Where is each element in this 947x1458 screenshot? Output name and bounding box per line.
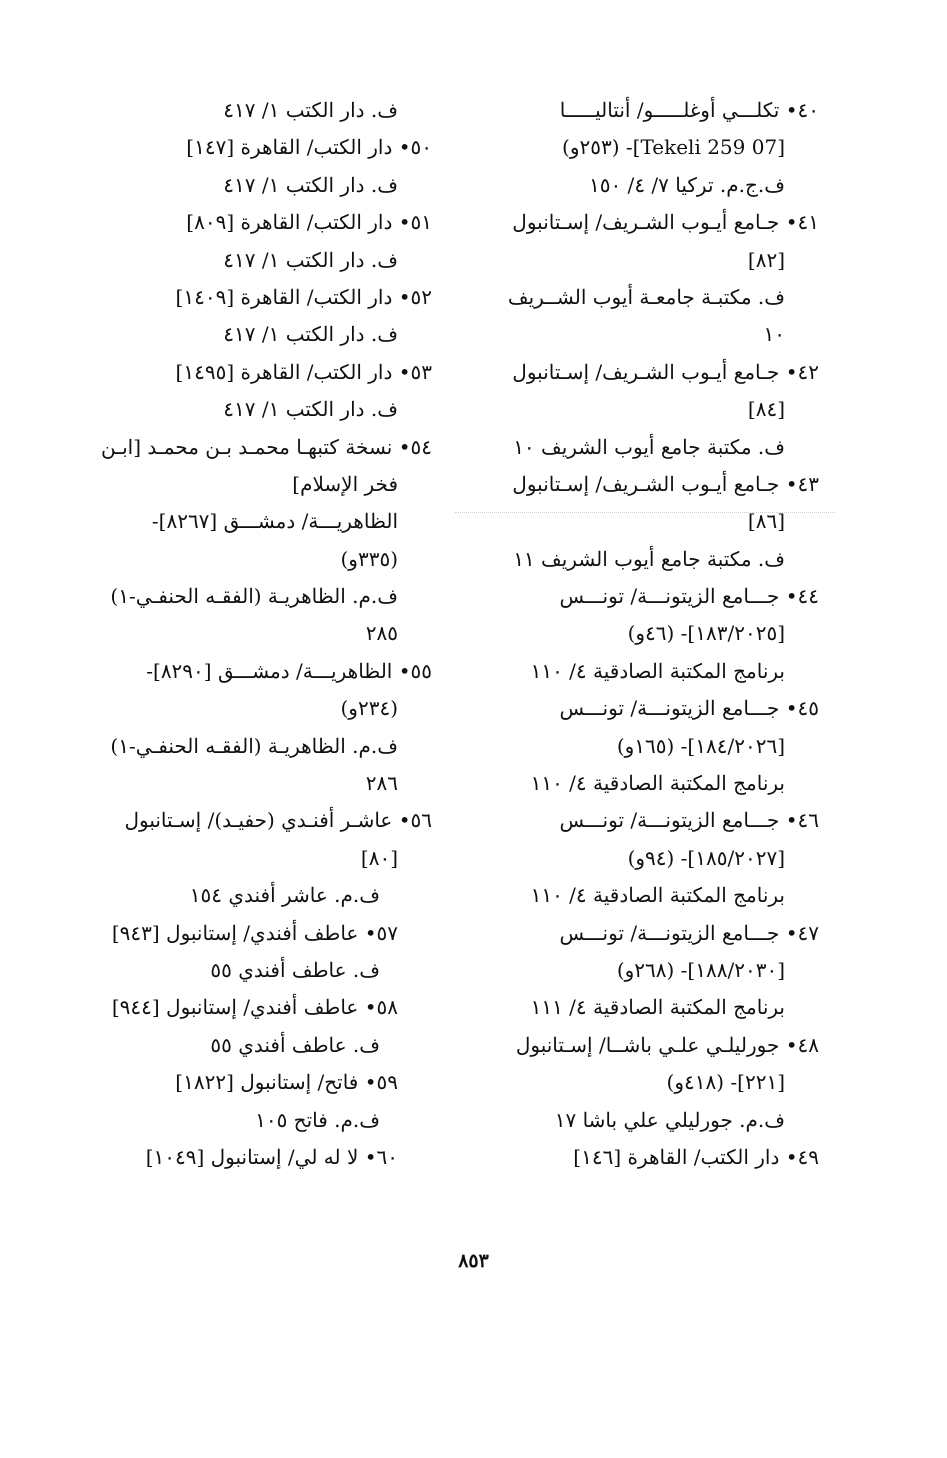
- left-line-25: ٥٨• عاطف أفندي/ إستانبول [٩٤٤]: [111, 995, 398, 1020]
- right-line-22: برنامج المكتبة الصادقية ٤/ ١١٠: [530, 883, 785, 908]
- right-line-10: ف. مكتبة جامع أيوب الشريف ١٠: [513, 434, 785, 459]
- left-line-1: ف. دار الكتب ١/ ٤١٧: [223, 98, 398, 122]
- left-line-16: ٥٥• الظاهريـــة/ دمشـــق [٨٢٩٠]-: [146, 658, 432, 683]
- left-line-3: ف. دار الكتب ١/ ٤١٧: [223, 172, 398, 197]
- right-line-17: ٤٥• جـــامع الزيتونـــة/ تونـــس: [559, 696, 819, 721]
- left-line-17: (٢٣٤و): [340, 696, 398, 721]
- left-line-8: ٥٣• دار الكتب/ القاهرة [١٤٩٥]: [175, 359, 432, 384]
- right-line-24: [١٨٨/٢٠٣٠]- (٢٦٨و): [616, 957, 785, 982]
- left-line-23: ٥٧• عاطف أفندي/ إستانبول [٩٤٣]: [111, 920, 398, 945]
- right-line-5: [٨٢]: [747, 247, 785, 272]
- left-line-13: (٣٣٥و): [340, 546, 398, 571]
- page-number: ٨٥٣: [458, 1250, 489, 1272]
- right-line-16: برنامج المكتبة الصادقية ٤/ ١١٠: [530, 658, 785, 683]
- left-line-2: ٥٠• دار الكتب/ القاهرة [١٤٧]: [186, 135, 432, 160]
- right-line-18: [١٨٤/٢٠٢٦]- (١٦٥و): [616, 733, 785, 758]
- left-line-21: [٨٠]: [360, 845, 398, 870]
- right-line-14: ٤٤• جـــامع الزيتونـــة/ تونـــس: [559, 584, 819, 609]
- right-line-13: ف. مكتبة جامع أيوب الشريف ١١: [513, 546, 785, 571]
- right-line-2: [07 Tekeli 259]- (٢٥٣و): [562, 135, 785, 160]
- right-line-1: ٤٠• تكلـــي أوغلـــــو/ أنتاليـــــا: [559, 98, 819, 122]
- left-line-19: ٢٨٦: [365, 771, 398, 796]
- left-line-10: ٥٤• نسخة كتبهـا محمـد بـن محمـد [ابـن: [101, 434, 432, 459]
- right-line-11: ٤٣• جـامع أيـوب الشـريف/ إسـتانبول: [512, 471, 819, 496]
- right-line-23: ٤٧• جـــامع الزيتونـــة/ تونـــس: [559, 920, 819, 945]
- left-line-26: ف. عاطف أفندي ٥٥: [210, 1032, 380, 1057]
- left-column: [77, 92, 432, 1176]
- right-line-3: ف.ج.م. تركيا ٧/ ٤/ ١٥٠: [588, 172, 785, 197]
- right-line-20: ٤٦• جـــامع الزيتونـــة/ تونـــس: [559, 808, 819, 833]
- right-line-21: [١٨٥/٢٠٢٧]- (٩٤و): [627, 845, 785, 870]
- left-line-5: ف. دار الكتب ١/ ٤١٧: [223, 247, 398, 272]
- left-line-9: ف. دار الكتب ١/ ٤١٧: [223, 397, 398, 422]
- right-line-9: [٨٤]: [747, 397, 785, 422]
- left-line-4: ٥١• دار الكتب/ القاهرة [٨٠٩]: [186, 210, 432, 235]
- right-line-7: ١٠: [763, 322, 785, 347]
- left-line-18: ف.م. الظاهريـة (الفقـه الحنفـي-١): [110, 733, 398, 758]
- left-line-24: ف. عاطف أفندي ٥٥: [210, 957, 380, 982]
- right-line-4: ٤١• جـامع أيـوب الشـريف/ إسـتانبول: [512, 210, 819, 235]
- left-line-12: الظاهريـــة/ دمشـــق [٨٢٦٧]-: [151, 509, 398, 534]
- right-line-8: ٤٢• جـامع أيـوب الشـريف/ إسـتانبول: [512, 359, 819, 384]
- left-line-22: ف.م. عاشر أفندي ١٥٤: [189, 883, 380, 908]
- right-line-25: برنامج المكتبة الصادقية ٤/ ١١١: [530, 995, 785, 1020]
- left-line-28: ف.م. فاتح ١٠٥: [255, 1107, 380, 1132]
- left-line-29: ٦٠• لا له لي/ إستانبول [١٠٤٩]: [145, 1144, 398, 1169]
- right-line-26: ٤٨• جورليلـي علـي باشــا/ إسـتانبول: [515, 1032, 819, 1057]
- right-line-6: ف. مكتبـة جامعـة أيوب الشــريف: [507, 284, 785, 309]
- right-line-15: [١٨٣/٢٠٢٥]- (٤٦و): [627, 621, 785, 646]
- left-line-11: فخر الإسلام]: [292, 471, 398, 496]
- left-line-14: ف.م. الظاهريـة (الفقـه الحنفـي-١): [110, 584, 398, 609]
- right-line-19: برنامج المكتبة الصادقية ٤/ ١١٠: [530, 771, 785, 796]
- left-line-7: ف. دار الكتب ١/ ٤١٧: [223, 322, 398, 347]
- left-line-20: ٥٦• عاشـر أفنـدي (حفيـد)/ إسـتانبول: [124, 808, 432, 833]
- scan-divider-line: [455, 512, 835, 513]
- left-line-27: ٥٩• فاتح/ إستانبول [١٨٢٢]: [175, 1070, 398, 1095]
- right-line-12: [٨٦]: [747, 509, 785, 534]
- left-line-15: ٢٨٥: [365, 621, 398, 646]
- right-line-27: [٢٢١]- (٤١٨و): [666, 1070, 785, 1095]
- right-line-29: ٤٩• دار الكتب/ القاهرة [١٤٦]: [573, 1144, 819, 1169]
- right-column: [479, 92, 819, 1176]
- right-line-28: ف.م. جورليلي علي باشا ١٧: [554, 1107, 785, 1132]
- left-line-6: ٥٢• دار الكتب/ القاهرة [١٤٠٩]: [175, 284, 432, 309]
